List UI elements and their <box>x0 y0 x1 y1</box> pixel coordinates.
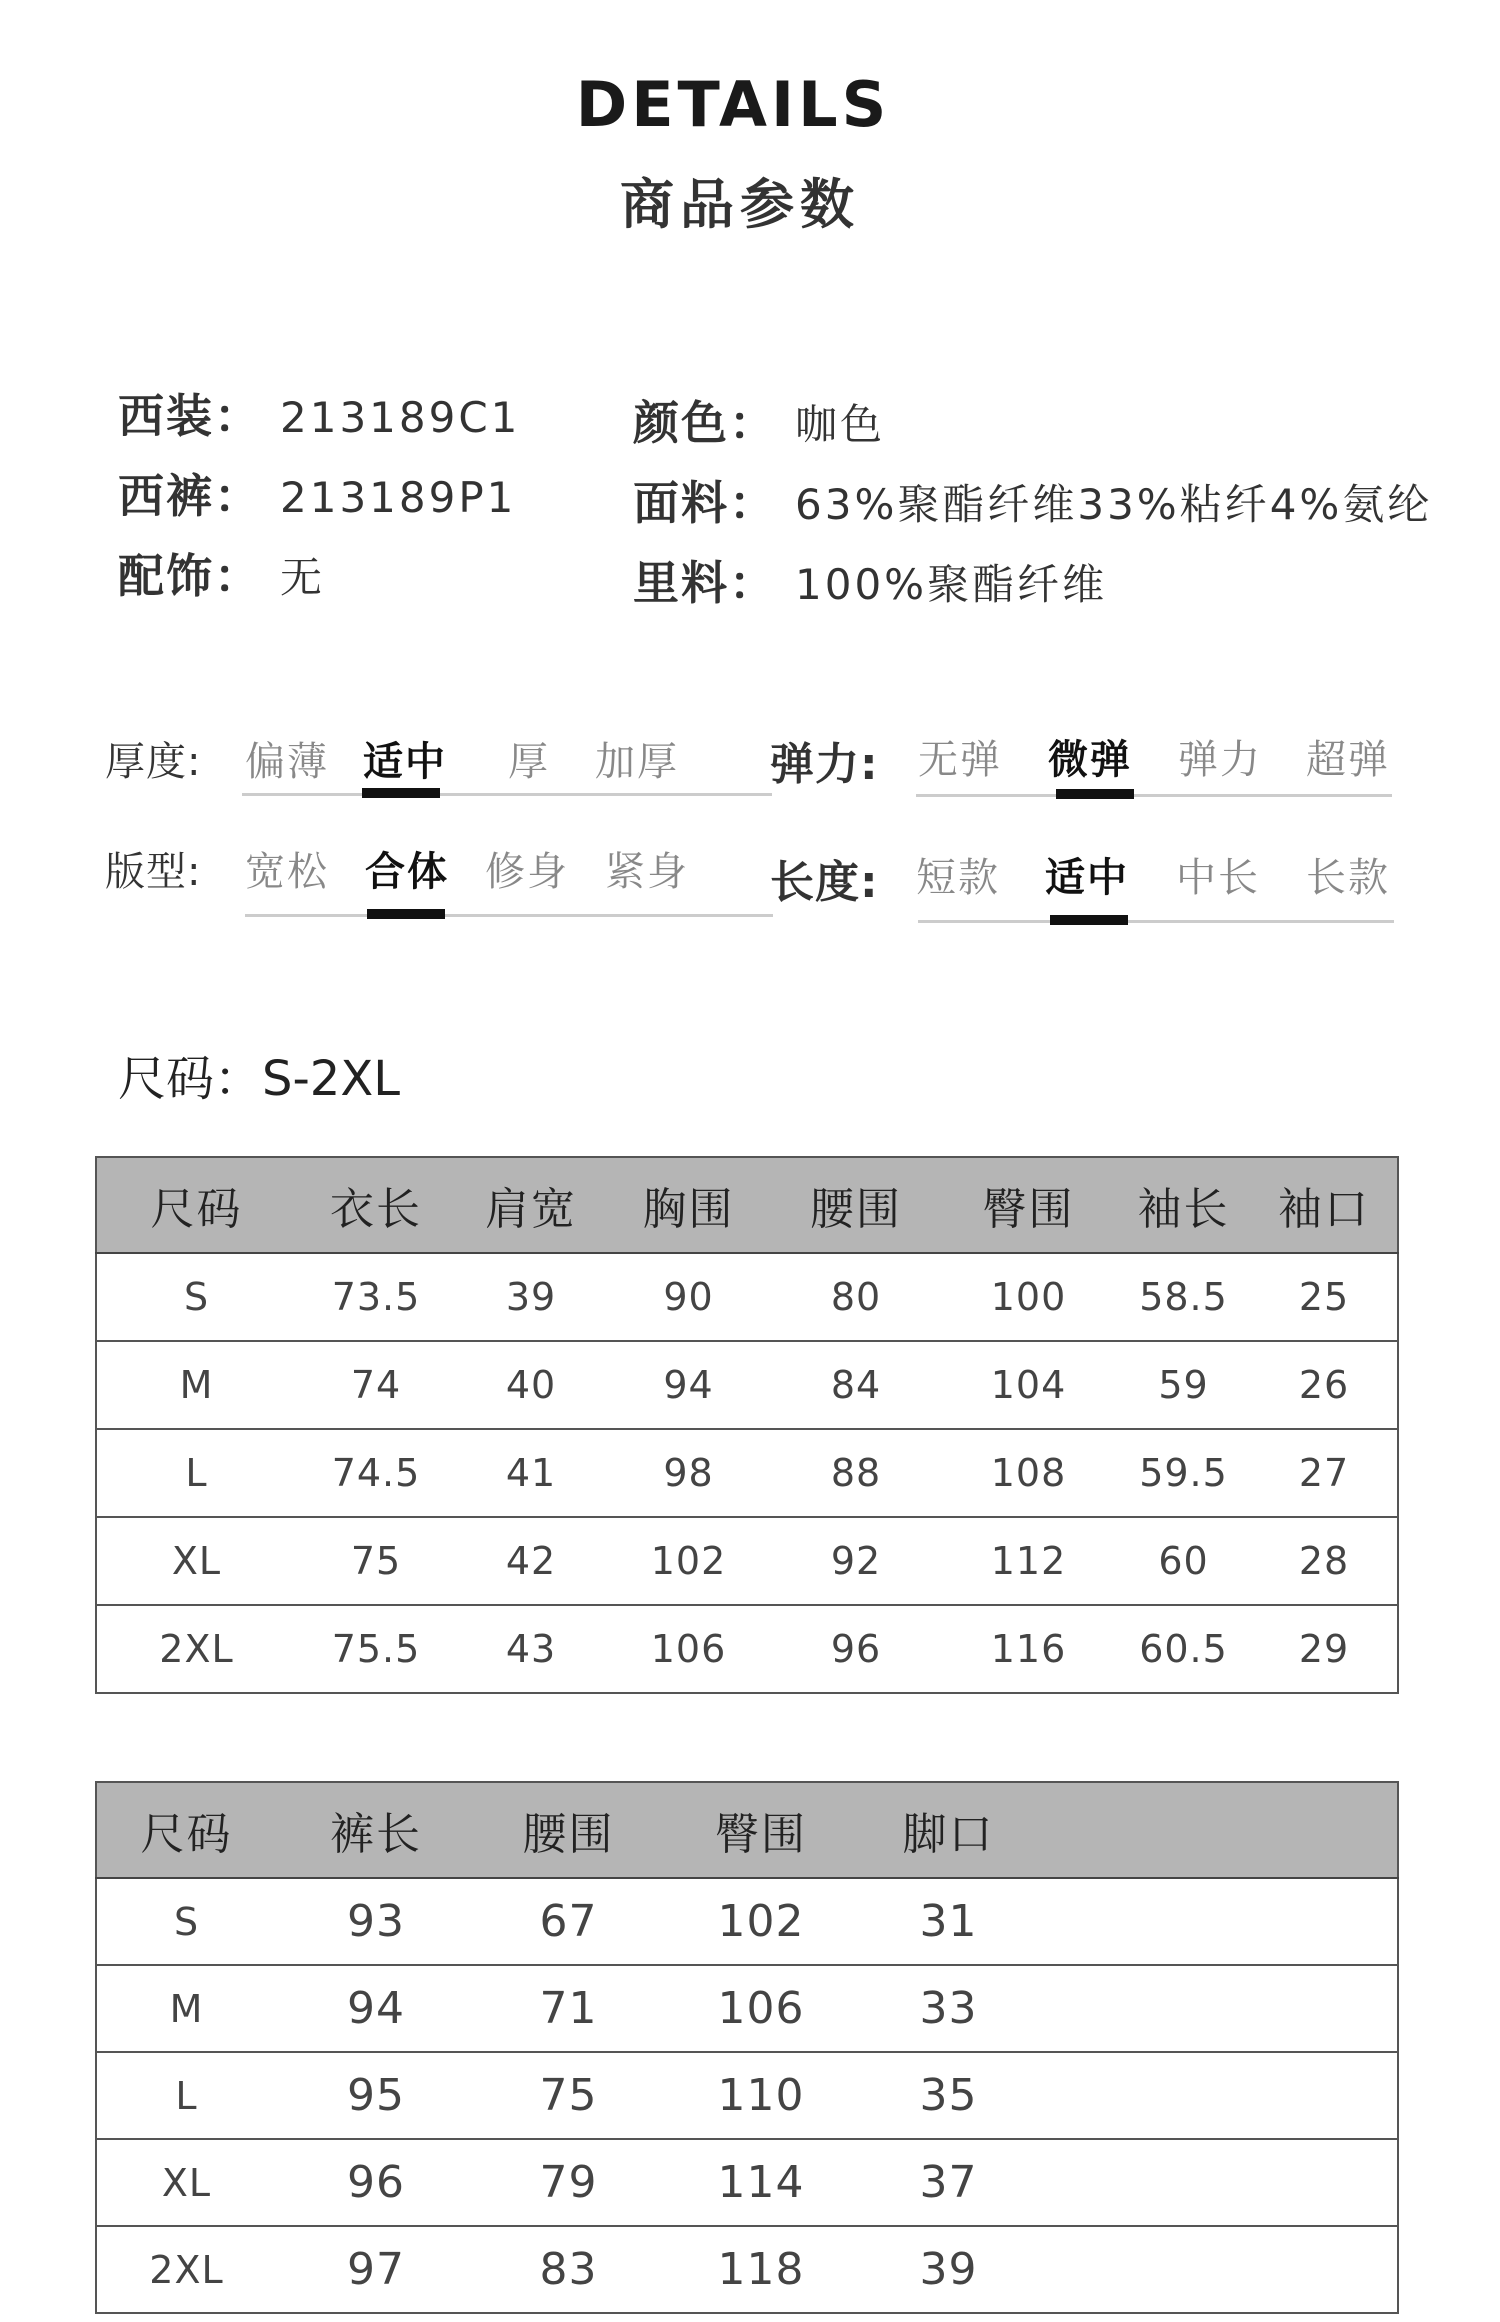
attr-option: 修身 <box>485 849 569 895</box>
info-label: 里料： <box>633 556 777 610</box>
measurement-cell: 106 <box>606 1605 771 1693</box>
attr-elasticity <box>770 728 1410 828</box>
pants-size-table <box>95 1781 1399 2314</box>
measurement-cell: 41 <box>456 1429 606 1517</box>
measurement-cell: 29 <box>1251 1605 1398 1693</box>
attr-option: 中长 <box>1176 855 1260 901</box>
attr-label: 厚度: <box>105 739 202 785</box>
attr-scale-line <box>918 920 1394 923</box>
column-header-empty <box>1036 1782 1398 1878</box>
attr-scale-line <box>245 914 773 917</box>
column-header: 脚口 <box>861 1782 1036 1878</box>
measurement-cell: 59.5 <box>1116 1429 1251 1517</box>
table-row <box>96 2052 1398 2139</box>
table-row <box>96 1605 1398 1693</box>
attr-label: 弹力: <box>770 739 879 790</box>
measurement-cell: 104 <box>941 1341 1116 1429</box>
measurement-cell: 95 <box>276 2052 476 2139</box>
attr-scale-line <box>916 794 1392 797</box>
measurement-cell: 96 <box>276 2139 476 2226</box>
measurement-cell: 116 <box>941 1605 1116 1693</box>
measurement-cell: 39 <box>861 2226 1036 2313</box>
measurement-cell: 26 <box>1251 1341 1398 1429</box>
measurement-cell: 58.5 <box>1116 1253 1251 1341</box>
table-header-row <box>96 1782 1398 1878</box>
measurement-cell: 79 <box>476 2139 661 2226</box>
attr-fit <box>105 840 705 940</box>
attr-option: 偏薄 <box>245 739 329 785</box>
page-title-en: DETAILS <box>575 68 891 141</box>
measurement-cell: 39 <box>456 1253 606 1341</box>
measurement-cell: 80 <box>771 1253 941 1341</box>
info-label: 颜色： <box>633 396 777 450</box>
measurement-cell: 25 <box>1251 1253 1398 1341</box>
measurement-cell: 102 <box>606 1517 771 1605</box>
size-cell: 2XL <box>96 1605 296 1693</box>
measurement-cell: 42 <box>456 1517 606 1605</box>
measurement-cell: 75 <box>476 2052 661 2139</box>
measurement-cell: 60.5 <box>1116 1605 1251 1693</box>
table-row <box>96 1429 1398 1517</box>
size-cell: S <box>96 1253 296 1341</box>
info-color <box>633 387 885 453</box>
attr-length <box>770 846 1410 946</box>
attr-option: 弹力 <box>1178 737 1262 783</box>
empty-cell <box>1036 2226 1398 2313</box>
column-header: 尺码 <box>96 1157 296 1253</box>
attr-option: 长款 <box>1306 855 1390 901</box>
measurement-cell: 100 <box>941 1253 1116 1341</box>
measurement-cell: 106 <box>661 1965 861 2052</box>
measurement-cell: 94 <box>276 1965 476 2052</box>
measurement-cell: 83 <box>476 2226 661 2313</box>
column-header: 腰围 <box>771 1157 941 1253</box>
table-row <box>96 1878 1398 1965</box>
jacket-size-table <box>95 1156 1399 1694</box>
column-header: 袖长 <box>1116 1157 1251 1253</box>
measurement-cell: 71 <box>476 1965 661 2052</box>
measurement-cell: 88 <box>771 1429 941 1517</box>
info-label: 西装： <box>118 389 262 443</box>
attr-option: 加厚 <box>595 739 679 785</box>
attr-thickness <box>105 730 705 830</box>
table-row <box>96 1253 1398 1341</box>
info-suit <box>118 380 520 446</box>
measurement-cell: 74.5 <box>296 1429 456 1517</box>
page-title-cn: 商品参数 <box>620 173 860 236</box>
attr-selected-marker <box>1056 789 1134 799</box>
measurement-cell: 112 <box>941 1517 1116 1605</box>
info-value: 213189P1 <box>280 473 517 522</box>
measurement-cell: 59 <box>1116 1341 1251 1429</box>
empty-cell <box>1036 1965 1398 2052</box>
attr-option: 厚 <box>508 739 550 785</box>
size-cell: L <box>96 2052 276 2139</box>
measurement-cell: 96 <box>771 1605 941 1693</box>
size-cell: M <box>96 1965 276 2052</box>
measurement-cell: 37 <box>861 2139 1036 2226</box>
info-pants <box>118 460 516 526</box>
column-header: 肩宽 <box>456 1157 606 1253</box>
attr-selected-marker <box>367 909 445 919</box>
column-header: 尺码 <box>96 1782 276 1878</box>
info-value: 63%聚酯纤维33%粘纤4%氨纶 <box>795 480 1433 529</box>
column-header: 胸围 <box>606 1157 771 1253</box>
attr-label: 长度: <box>770 857 879 908</box>
measurement-cell: 93 <box>276 1878 476 1965</box>
attr-option: 超弹 <box>1306 737 1390 783</box>
measurement-cell: 84 <box>771 1341 941 1429</box>
table-row <box>96 1341 1398 1429</box>
info-label: 面料： <box>633 476 777 530</box>
attr-scale-line <box>242 793 772 796</box>
table-header-row <box>96 1157 1398 1253</box>
attr-option: 无弹 <box>918 737 1002 783</box>
info-value: 无 <box>280 553 326 602</box>
attr-option: 紧身 <box>605 849 689 895</box>
measurement-cell: 35 <box>861 2052 1036 2139</box>
attr-selected-marker <box>362 788 440 798</box>
attr-option: 短款 <box>916 855 1000 901</box>
measurement-cell: 92 <box>771 1517 941 1605</box>
measurement-cell: 75 <box>296 1517 456 1605</box>
measurement-cell: 94 <box>606 1341 771 1429</box>
size-range: 尺码：S-2XL <box>118 1051 400 1107</box>
table-row <box>96 1965 1398 2052</box>
table-row <box>96 2226 1398 2313</box>
info-value: 213189C1 <box>280 393 521 442</box>
attr-option-selected: 适中 <box>363 739 447 785</box>
empty-cell <box>1036 2052 1398 2139</box>
attr-option-selected: 合体 <box>365 849 449 895</box>
size-cell: S <box>96 1878 276 1965</box>
column-header: 臀围 <box>661 1782 861 1878</box>
info-value: 100%聚酯纤维 <box>795 560 1108 609</box>
info-label: 西裤： <box>118 469 262 523</box>
column-header: 臀围 <box>941 1157 1116 1253</box>
measurement-cell: 118 <box>661 2226 861 2313</box>
size-cell: M <box>96 1341 296 1429</box>
measurement-cell: 74 <box>296 1341 456 1429</box>
measurement-cell: 33 <box>861 1965 1036 2052</box>
attr-selected-marker <box>1050 915 1128 925</box>
measurement-cell: 102 <box>661 1878 861 1965</box>
size-cell: 2XL <box>96 2226 276 2313</box>
attr-option-selected: 微弹 <box>1048 737 1132 783</box>
measurement-cell: 28 <box>1251 1517 1398 1605</box>
measurement-cell: 73.5 <box>296 1253 456 1341</box>
measurement-cell: 43 <box>456 1605 606 1693</box>
column-header: 腰围 <box>476 1782 661 1878</box>
info-value: 咖色 <box>795 400 886 449</box>
column-header: 衣长 <box>296 1157 456 1253</box>
attr-label: 版型: <box>105 849 202 895</box>
column-header: 裤长 <box>276 1782 476 1878</box>
column-header: 袖口 <box>1251 1157 1398 1253</box>
measurement-cell: 90 <box>606 1253 771 1341</box>
measurement-cell: 97 <box>276 2226 476 2313</box>
measurement-cell: 31 <box>861 1878 1036 1965</box>
measurement-cell: 40 <box>456 1341 606 1429</box>
empty-cell <box>1036 1878 1398 1965</box>
info-fabric <box>633 467 1432 533</box>
attr-option: 宽松 <box>245 849 329 895</box>
measurement-cell: 67 <box>476 1878 661 1965</box>
measurement-cell: 75.5 <box>296 1605 456 1693</box>
info-accessory <box>118 540 325 606</box>
empty-cell <box>1036 2139 1398 2226</box>
info-label: 配饰： <box>118 549 262 603</box>
measurement-cell: 27 <box>1251 1429 1398 1517</box>
size-cell: L <box>96 1429 296 1517</box>
table-row <box>96 1517 1398 1605</box>
attr-option-selected: 适中 <box>1045 855 1129 901</box>
measurement-cell: 108 <box>941 1429 1116 1517</box>
table-row <box>96 2139 1398 2226</box>
size-cell: XL <box>96 2139 276 2226</box>
measurement-cell: 114 <box>661 2139 861 2226</box>
info-lining <box>633 547 1107 613</box>
measurement-cell: 98 <box>606 1429 771 1517</box>
measurement-cell: 60 <box>1116 1517 1251 1605</box>
measurement-cell: 110 <box>661 2052 861 2139</box>
size-cell: XL <box>96 1517 296 1605</box>
